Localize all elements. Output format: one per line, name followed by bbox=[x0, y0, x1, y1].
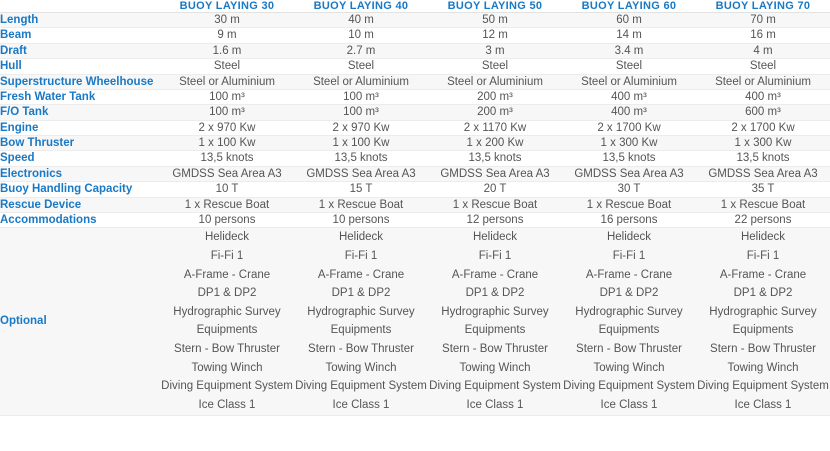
row-label-rescue-device: Rescue Device bbox=[0, 197, 160, 212]
cell-accommodations-40: 10 persons bbox=[332, 213, 390, 226]
row-label-buoy-handling-capacity: Buoy Handling Capacity bbox=[0, 183, 133, 196]
optional-line: Fi-Fi 1 bbox=[344, 249, 378, 262]
cell-superstructure-50: Steel or Aluminium bbox=[428, 74, 562, 89]
row-label-accommodations: Accommodations bbox=[0, 213, 97, 226]
cell-rescue-device-50: 1 x Rescue Boat bbox=[428, 197, 562, 212]
optional-line: Ice Class 1 bbox=[332, 398, 390, 411]
table-corner-cell bbox=[0, 0, 160, 13]
optional-line: DP1 & DP2 bbox=[733, 287, 793, 300]
cell-length-60: 60 m bbox=[562, 13, 696, 28]
cell-speed-40: 13,5 knots bbox=[334, 152, 388, 165]
row-label-fo-tank: F/O Tank bbox=[0, 105, 160, 120]
cell-engine-50: 2 x 1170 Kw bbox=[463, 121, 527, 134]
optional-line: DP1 & DP2 bbox=[331, 287, 391, 300]
cell-optional-60 bbox=[562, 228, 696, 415]
cell-accommodations-60: 16 persons bbox=[600, 213, 658, 226]
optional-line: Helideck bbox=[204, 231, 250, 244]
optional-line: Stern - Bow Thruster bbox=[710, 343, 816, 355]
optional-line: A-Frame - Crane bbox=[719, 268, 807, 281]
table-row bbox=[0, 136, 830, 151]
cell-fresh-water-tank-50: 200 m³ bbox=[477, 90, 513, 103]
cell-length-50: 50 m bbox=[428, 13, 562, 28]
optional-line: Diving Equipment System bbox=[161, 380, 293, 393]
optional-line: Fi-Fi 1 bbox=[746, 249, 780, 262]
cell-speed-30: 13,5 knots bbox=[200, 152, 254, 165]
table-row bbox=[0, 89, 830, 104]
cell-rescue-device-40: 1 x Rescue Boat bbox=[294, 197, 428, 212]
table-row bbox=[0, 151, 830, 166]
row-label-bow-thruster: Bow Thruster bbox=[0, 136, 160, 151]
cell-bow-thruster-50: 1 x 200 Kw bbox=[428, 136, 562, 151]
optional-line: Diving Equipment System bbox=[697, 380, 829, 393]
optional-line: Stern - Bow Thruster bbox=[576, 343, 682, 355]
optional-line: Helideck bbox=[338, 231, 384, 244]
cell-beam-60: 14 m bbox=[616, 29, 642, 42]
optional-line: Helideck bbox=[606, 231, 652, 244]
row-label-hull: Hull bbox=[0, 60, 22, 73]
row-label-length: Length bbox=[0, 13, 160, 28]
cell-fresh-water-tank-40: 100 m³ bbox=[343, 90, 379, 103]
column-header-buoy-laying-30: BUOY LAYING 30 bbox=[160, 0, 294, 13]
optional-line: Stern - Bow Thruster bbox=[308, 343, 414, 355]
cell-engine-60: 2 x 1700 Kw bbox=[597, 121, 661, 134]
optional-line: Equipments bbox=[598, 324, 660, 337]
cell-engine-70: 2 x 1700 Kw bbox=[731, 121, 795, 134]
optional-line: Fi-Fi 1 bbox=[478, 249, 512, 262]
cell-buoy-handling-40: 15 T bbox=[349, 183, 373, 196]
table-header-row bbox=[0, 0, 830, 13]
cell-superstructure-30: Steel or Aluminium bbox=[160, 74, 294, 89]
cell-length-30: 30 m bbox=[160, 13, 294, 28]
cell-draft-30: 1.6 m bbox=[160, 43, 294, 58]
row-label-draft: Draft bbox=[0, 43, 160, 58]
table-row bbox=[0, 212, 830, 227]
optional-line: Hydrographic Survey bbox=[173, 305, 281, 318]
optional-line: Hydrographic Survey bbox=[709, 305, 817, 318]
optional-line: Towing Winch bbox=[459, 361, 531, 374]
table-row bbox=[0, 59, 830, 74]
optional-line: Towing Winch bbox=[325, 361, 397, 374]
table-row bbox=[0, 28, 830, 43]
row-label-fresh-water-tank: Fresh Water Tank bbox=[0, 90, 96, 103]
optional-line: Fi-Fi 1 bbox=[210, 249, 244, 262]
cell-fresh-water-tank-60: 400 m³ bbox=[611, 90, 647, 103]
table-row bbox=[0, 182, 830, 197]
cell-length-40: 40 m bbox=[294, 13, 428, 28]
cell-rescue-device-60: 1 x Rescue Boat bbox=[562, 197, 696, 212]
optional-line: Equipments bbox=[732, 324, 794, 337]
optional-line: Towing Winch bbox=[727, 361, 799, 374]
cell-optional-30 bbox=[160, 228, 294, 415]
cell-draft-60: 3.4 m bbox=[562, 43, 696, 58]
cell-draft-50: 3 m bbox=[428, 43, 562, 58]
cell-engine-40: 2 x 970 Kw bbox=[332, 121, 390, 134]
table-header bbox=[0, 0, 830, 13]
optional-line: Helideck bbox=[740, 231, 786, 244]
optional-line: Ice Class 1 bbox=[198, 398, 256, 411]
cell-buoy-handling-30: 10 T bbox=[215, 183, 239, 196]
cell-beam-50: 12 m bbox=[482, 29, 508, 42]
cell-fo-tank-50: 200 m³ bbox=[428, 105, 562, 120]
optional-line: Hydrographic Survey bbox=[441, 305, 549, 318]
optional-line: Ice Class 1 bbox=[600, 398, 658, 411]
optional-line: Diving Equipment System bbox=[295, 380, 427, 393]
optional-line: DP1 & DP2 bbox=[465, 287, 525, 300]
optional-line: A-Frame - Crane bbox=[585, 268, 673, 281]
cell-fo-tank-30: 100 m³ bbox=[160, 105, 294, 120]
cell-beam-40: 10 m bbox=[348, 29, 374, 42]
cell-hull-70: Steel bbox=[749, 60, 777, 73]
optional-line: Equipments bbox=[196, 324, 258, 337]
cell-hull-50: Steel bbox=[481, 60, 509, 73]
optional-line: Diving Equipment System bbox=[429, 380, 561, 393]
optional-line: A-Frame - Crane bbox=[183, 268, 271, 281]
cell-optional-40 bbox=[294, 228, 428, 415]
cell-buoy-handling-70: 35 T bbox=[751, 183, 775, 196]
cell-hull-60: Steel bbox=[615, 60, 643, 73]
cell-superstructure-70: Steel or Aluminium bbox=[696, 74, 830, 89]
cell-bow-thruster-70: 1 x 300 Kw bbox=[696, 136, 830, 151]
cell-fo-tank-60: 400 m³ bbox=[562, 105, 696, 120]
table-row bbox=[0, 74, 830, 89]
table-row bbox=[0, 197, 830, 212]
cell-bow-thruster-30: 1 x 100 Kw bbox=[160, 136, 294, 151]
cell-optional-70 bbox=[696, 228, 830, 415]
optional-line: Hydrographic Survey bbox=[307, 305, 415, 318]
table-row bbox=[0, 166, 830, 181]
cell-electronics-30: GMDSS Sea Area A3 bbox=[160, 166, 294, 181]
table-row bbox=[0, 43, 830, 58]
optional-line: Hydrographic Survey bbox=[575, 305, 683, 318]
cell-hull-30: Steel bbox=[213, 60, 241, 73]
cell-bow-thruster-60: 1 x 300 Kw bbox=[562, 136, 696, 151]
row-label-electronics: Electronics bbox=[0, 166, 160, 181]
optional-line: Equipments bbox=[464, 324, 526, 337]
cell-speed-50: 13,5 knots bbox=[468, 152, 522, 165]
row-label-superstructure-wheelhouse: Superstructure Wheelhouse bbox=[0, 74, 160, 89]
optional-line: Fi-Fi 1 bbox=[612, 249, 646, 262]
optional-line: Ice Class 1 bbox=[466, 398, 524, 411]
row-label-beam: Beam bbox=[0, 29, 32, 42]
optional-line: DP1 & DP2 bbox=[599, 287, 659, 300]
column-header-buoy-laying-60: BUOY LAYING 60 bbox=[562, 0, 696, 13]
cell-electronics-40: GMDSS Sea Area A3 bbox=[294, 166, 428, 181]
optional-line: Diving Equipment System bbox=[563, 380, 695, 393]
cell-fresh-water-tank-30: 100 m³ bbox=[209, 90, 245, 103]
cell-rescue-device-70: 1 x Rescue Boat bbox=[696, 197, 830, 212]
cell-beam-30: 9 m bbox=[217, 29, 237, 42]
cell-rescue-device-30: 1 x Rescue Boat bbox=[160, 197, 294, 212]
optional-line: Ice Class 1 bbox=[734, 398, 792, 411]
cell-speed-70: 13,5 knots bbox=[736, 152, 790, 165]
cell-buoy-handling-60: 30 T bbox=[617, 183, 641, 196]
column-header-buoy-laying-70: BUOY LAYING 70 bbox=[696, 0, 830, 13]
optional-line: A-Frame - Crane bbox=[317, 268, 405, 281]
cell-length-70: 70 m bbox=[696, 13, 830, 28]
table-row bbox=[0, 13, 830, 28]
cell-buoy-handling-50: 20 T bbox=[483, 183, 507, 196]
optional-line: Equipments bbox=[330, 324, 392, 337]
row-label-speed: Speed bbox=[0, 152, 35, 165]
table-row bbox=[0, 120, 830, 135]
cell-draft-70: 4 m bbox=[696, 43, 830, 58]
cell-fo-tank-70: 600 m³ bbox=[696, 105, 830, 120]
cell-optional-50 bbox=[428, 228, 562, 415]
cell-engine-30: 2 x 970 Kw bbox=[198, 121, 256, 134]
cell-electronics-50: GMDSS Sea Area A3 bbox=[428, 166, 562, 181]
cell-electronics-60: GMDSS Sea Area A3 bbox=[562, 166, 696, 181]
column-header-buoy-laying-50: BUOY LAYING 50 bbox=[428, 0, 562, 13]
cell-fo-tank-40: 100 m³ bbox=[294, 105, 428, 120]
cell-draft-40: 2.7 m bbox=[294, 43, 428, 58]
table-body bbox=[0, 13, 830, 416]
cell-electronics-70: GMDSS Sea Area A3 bbox=[696, 166, 830, 181]
optional-line: DP1 & DP2 bbox=[197, 287, 257, 300]
optional-line: Towing Winch bbox=[191, 361, 263, 374]
table-row-optional bbox=[0, 228, 830, 415]
optional-line: Helideck bbox=[472, 231, 518, 244]
optional-line: Towing Winch bbox=[593, 361, 665, 374]
cell-superstructure-40: Steel or Aluminium bbox=[294, 74, 428, 89]
cell-hull-40: Steel bbox=[347, 60, 375, 73]
column-header-buoy-laying-40: BUOY LAYING 40 bbox=[294, 0, 428, 13]
cell-accommodations-70: 22 persons bbox=[734, 213, 792, 226]
cell-beam-70: 16 m bbox=[750, 29, 776, 42]
optional-line: Stern - Bow Thruster bbox=[442, 343, 548, 355]
cell-accommodations-50: 12 persons bbox=[466, 213, 524, 226]
cell-superstructure-60: Steel or Aluminium bbox=[562, 74, 696, 89]
row-label-optional: Optional bbox=[0, 228, 160, 415]
cell-bow-thruster-40: 1 x 100 Kw bbox=[294, 136, 428, 151]
table-row bbox=[0, 105, 830, 120]
cell-fresh-water-tank-70: 400 m³ bbox=[745, 90, 781, 103]
cell-speed-60: 13,5 knots bbox=[602, 152, 656, 165]
optional-line: A-Frame - Crane bbox=[451, 268, 539, 281]
optional-line: Stern - Bow Thruster bbox=[174, 343, 280, 355]
cell-accommodations-30: 10 persons bbox=[198, 213, 256, 226]
row-label-engine: Engine bbox=[0, 121, 39, 134]
